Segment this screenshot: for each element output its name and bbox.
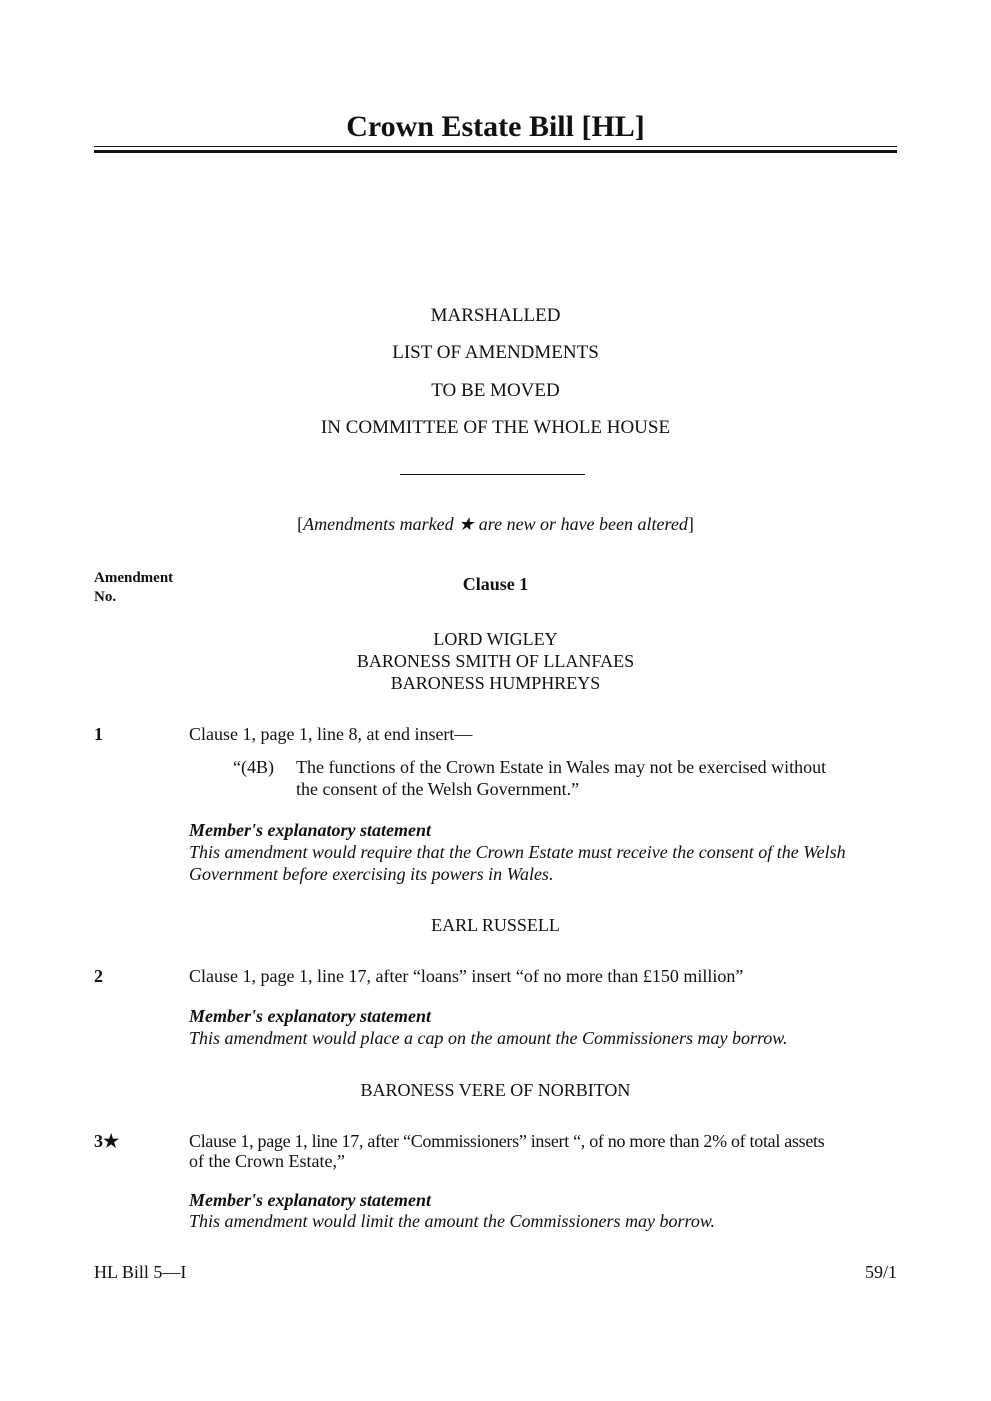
statement-text: This amendment would limit the amount the Commissioners may borrow. [189, 1211, 715, 1231]
insert-text: the consent of the Welsh Government.” [296, 779, 580, 799]
sponsor-name: LORD WIGLEY [433, 629, 558, 649]
heading-line: TO BE MOVED [431, 380, 560, 401]
header-line: No. [94, 589, 117, 605]
title-rule-thick [94, 150, 897, 153]
statement-heading: Member's explanatory statement [189, 1190, 431, 1210]
bracket: ] [687, 514, 694, 534]
sponsor-name: EARL RUSSELL [431, 915, 560, 935]
header-line: Amendment [94, 570, 174, 586]
bracket: [ [297, 514, 304, 534]
sponsor-name: BARONESS VERE OF NORBITON [360, 1080, 631, 1100]
statement-text: Government before exercising its powers in Wales. [189, 864, 554, 884]
amendment-text: Clause 1, page 1, line 17, after “loans” insert “of no more than £150 million” [189, 966, 744, 986]
section-divider [400, 474, 585, 475]
amendment-number: 2 [94, 966, 103, 986]
statement-text: This amendment would require that the Crown Estate must receive the consent of the Welsh [189, 842, 846, 862]
statement-heading: Member's explanatory statement [189, 1006, 431, 1026]
amendment-number: 3★ [94, 1131, 120, 1151]
amendment-number: 1 [94, 724, 103, 744]
heading-line: MARSHALLED [430, 305, 561, 326]
heading-line: IN COMMITTEE OF THE WHOLE HOUSE [320, 417, 671, 438]
amendment-text: Clause 1, page 1, line 17, after “Commissioners” insert “, of no more than 2% of total assets [189, 1131, 825, 1151]
footer-bill-ref: HL Bill 5—I [94, 1262, 187, 1282]
note-text: Amendments marked ★ are new or have been altered [303, 514, 688, 534]
sponsor-name: BARONESS HUMPHREYS [390, 673, 601, 693]
statement-text: This amendment would place a cap on the amount the Commissioners may borrow. [189, 1028, 788, 1048]
clause-heading: Clause 1 [462, 574, 529, 594]
amendments-note [0, 513, 991, 535]
insert-label: “(4B) [233, 757, 274, 777]
footer-page-ref: 59/1 [864, 1262, 897, 1282]
amendment-text: of the Crown Estate,” [189, 1151, 345, 1171]
title-rule-thin [94, 146, 897, 147]
heading-line: LIST OF AMENDMENTS [392, 342, 599, 363]
amendment-text: Clause 1, page 1, line 8, at end insert— [189, 724, 473, 744]
insert-text: The functions of the Crown Estate in Wales may not be exercised without [296, 757, 827, 777]
statement-heading: Member's explanatory statement [189, 820, 431, 840]
bill-title: Crown Estate Bill [HL] [346, 110, 645, 143]
sponsor-name: BARONESS SMITH OF LLANFAES [356, 651, 635, 671]
